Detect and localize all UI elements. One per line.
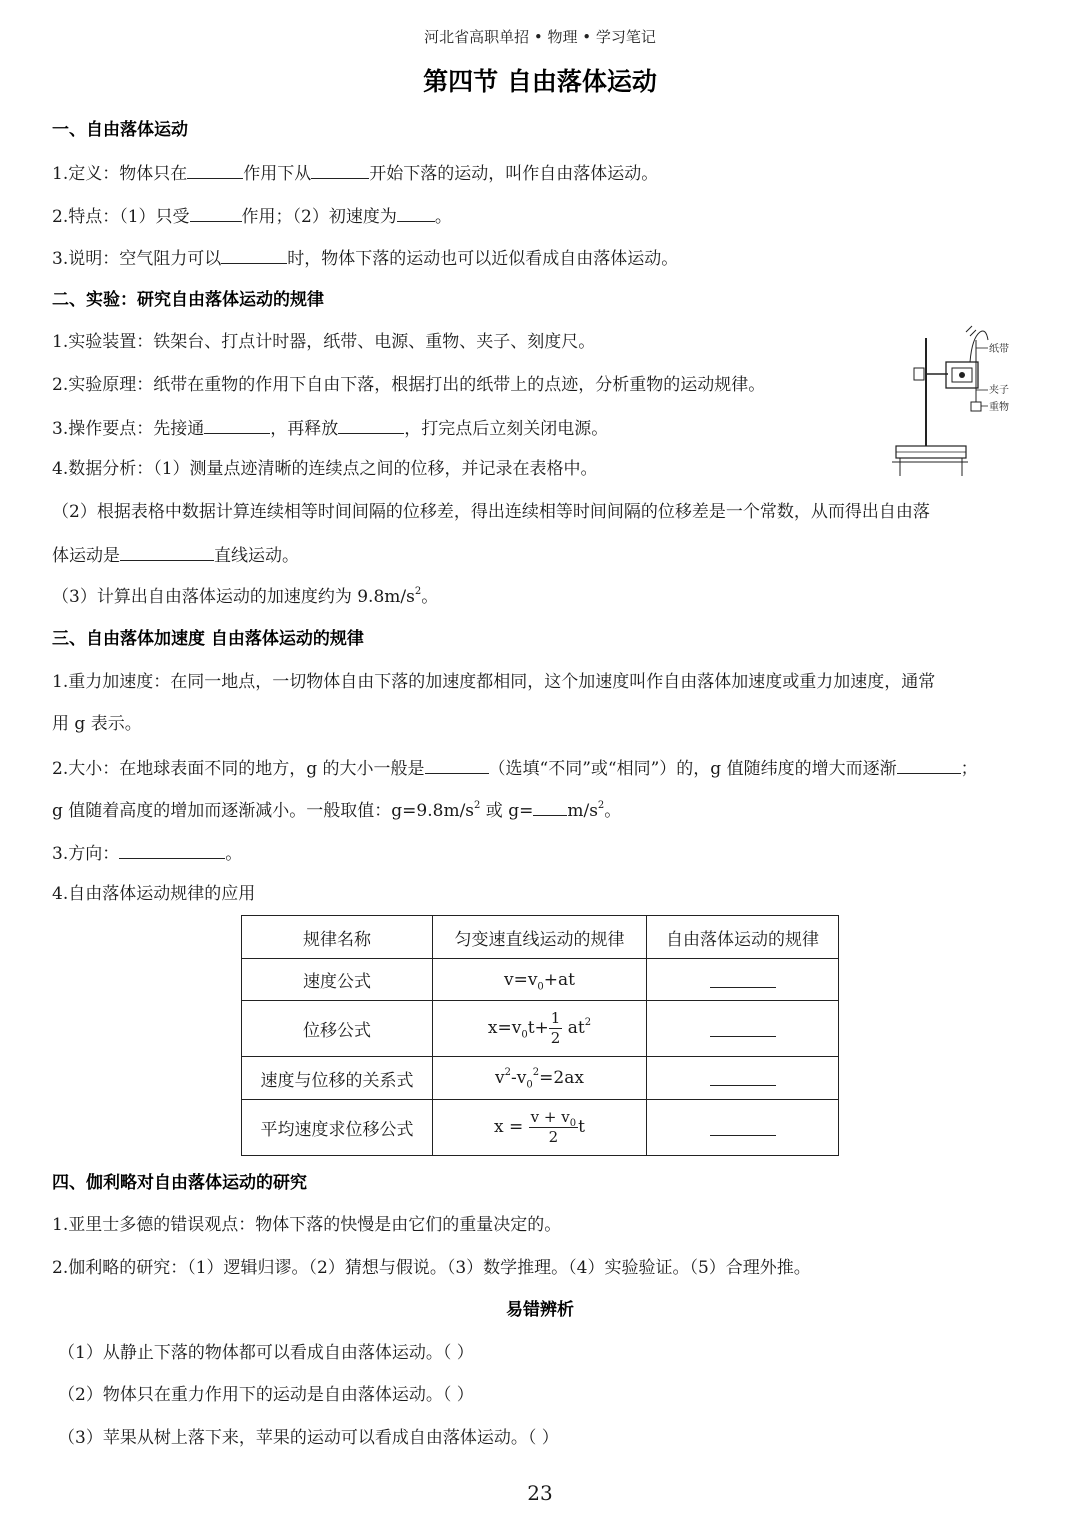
application-line: 4.自由落体运动规律的应用 — [52, 884, 256, 904]
plug — [966, 326, 976, 336]
principle-line: 2.实验原理：纸带在重物的作用下自由下落，根据打出的纸带上的点迹，分析重物的运动规律。 — [52, 375, 766, 395]
error-analysis-heading: 易错辨析 — [506, 1300, 574, 1320]
formula-cell: $v=v_0+at$ — [433, 959, 647, 1001]
table-row — [242, 1100, 839, 1156]
table-header-cell: 规律名称 — [242, 916, 433, 959]
table-row — [242, 1057, 839, 1100]
blank — [425, 756, 489, 774]
error-item: （3）苹果从树上落下来，苹果的运动可以看成自由落体运动。（ ） — [58, 1428, 559, 1448]
weight-body — [971, 402, 981, 411]
blank — [311, 161, 369, 179]
blank — [190, 204, 242, 222]
table-row — [242, 1001, 839, 1057]
experiment-apparatus-figure — [888, 318, 1038, 480]
data-analysis-line-2: （2）根据表格中数据计算连续相等时间间隔的位移差，得出连续相等时间间隔的位移差是一个常数，从而得出自由落 — [52, 502, 930, 522]
table-header-row — [242, 916, 839, 959]
section-2-heading: 二、实验：研究自由落体运动的规律 — [52, 290, 324, 310]
section-1-heading: 一、自由落体运动 — [52, 120, 188, 140]
section-3-heading: 三、自由落体加速度 自由落体运动的规律 — [52, 629, 364, 649]
blank — [397, 204, 435, 222]
fraction: $\frac{1}{2}$ — [550, 1009, 561, 1047]
error-item: （2）物体只在重力作用下的运动是自由落体运动。（ ） — [58, 1385, 474, 1405]
direction-line: 3.方向： 。 — [52, 841, 242, 865]
wire — [970, 331, 988, 362]
blank — [710, 973, 776, 988]
gravity-accel-line-2: 用 g 表示。 — [52, 714, 142, 734]
blank — [338, 416, 404, 434]
aristotle-line: 1.亚里士多德的错误观点：物体下落的快慢是由它们的重量决定的。 — [52, 1215, 562, 1235]
blank — [119, 841, 225, 859]
device-line: 1.实验装置：铁架台、打点计时器，纸带、电源、重物、夹子、刻度尺。 — [52, 332, 596, 352]
rule-name-cell: 速度与位移的关系式 — [242, 1057, 433, 1100]
magnitude-line: 2.大小：在地球表面不同的地方，g 的大小一般是 （选填“不同”或“相同”）的，g 值随纬度的增大而逐渐 ； — [52, 756, 978, 780]
answer-blank-cell — [647, 959, 839, 1001]
rule-name-cell: 位移公式 — [242, 1001, 433, 1057]
blank — [204, 416, 270, 434]
formula-cell: x = $\frac{v + v_0}{2}$ t — [433, 1100, 647, 1156]
features-line: 2.特点：（1）只受 作用；（2）初速度为 。 — [52, 204, 452, 228]
magnitude-line-2: g 值随着高度的增加而逐渐减小。一般取值：$g=9.8m/s^2$ 或 $g= m/s^2$。 — [52, 798, 621, 822]
galileo-line: 2.伽利略的研究：（1）逻辑归谬。（2）猜想与假说。（3）数学推理。（4）实验验证。（5）合理外推。 — [52, 1258, 811, 1278]
blank — [533, 798, 567, 816]
blank — [710, 1121, 776, 1136]
formula-cell: $v^2-v_0^2=2ax$ — [433, 1057, 647, 1100]
answer-blank-cell — [647, 1100, 839, 1156]
blank — [187, 161, 243, 179]
rule-name-cell: 平均速度求位移公式 — [242, 1100, 433, 1156]
blank — [120, 543, 214, 561]
blank — [710, 1022, 776, 1037]
rules-table — [241, 915, 839, 1156]
blank — [221, 246, 287, 264]
formula-cell: $x=v_0t+$ $\frac{1}{2}$ $at^2$ — [433, 1001, 647, 1057]
label-paper-tape: 纸带 — [989, 344, 1009, 355]
running-header: 河北省高职单招 • 物理 • 学习笔记 — [424, 28, 656, 46]
clamp-knob — [914, 368, 924, 380]
page-number: 23 — [527, 1481, 553, 1505]
rule-name-cell: 速度公式 — [242, 959, 433, 1001]
fraction: $\frac{v + v_0}{2}$ — [530, 1108, 577, 1146]
data-analysis-line-3: （3）计算出自由落体运动的加速度约为 $9.8m/s^2$。 — [52, 586, 439, 607]
blank — [897, 756, 961, 774]
note-line: 3.说明：空气阻力可以 时，物体下落的运动也可以近似看成自由落体运动。 — [52, 246, 678, 270]
table-row — [242, 959, 839, 1001]
answer-blank-cell — [647, 1001, 839, 1057]
label-weight: 重物 — [989, 402, 1009, 413]
table-header-cell: 匀变速直线运动的规律 — [433, 916, 647, 959]
data-analysis-line-2b: 体运动是 直线运动。 — [52, 543, 299, 567]
blank — [710, 1071, 776, 1086]
data-analysis-line-1: 4.数据分析：（1）测量点迹清晰的连续点之间的位移，并记录在表格中。 — [52, 459, 598, 479]
timer-dot — [959, 372, 965, 378]
error-item: （1）从静止下落的物体都可以看成自由落体运动。（ ） — [58, 1343, 474, 1363]
answer-blank-cell — [647, 1057, 839, 1100]
definition-line: 1.定义：物体只在 作用下从 开始下落的运动，叫作自由落体运动。 — [52, 161, 658, 185]
label-clip: 夹子 — [989, 385, 1009, 396]
section-4-heading: 四、伽利略对自由落体运动的研究 — [52, 1173, 307, 1193]
table-header-cell: 自由落体运动的规律 — [647, 916, 839, 959]
operation-line: 3.操作要点：先接通 ，再释放 ，打完点后立刻关闭电源。 — [52, 416, 608, 440]
page-title: 第四节 自由落体运动 — [423, 67, 657, 96]
gravity-accel-line: 1.重力加速度：在同一地点，一切物体自由下落的加速度都相同，这个加速度叫作自由落体加速度或重力加速度，通常 — [52, 672, 936, 692]
